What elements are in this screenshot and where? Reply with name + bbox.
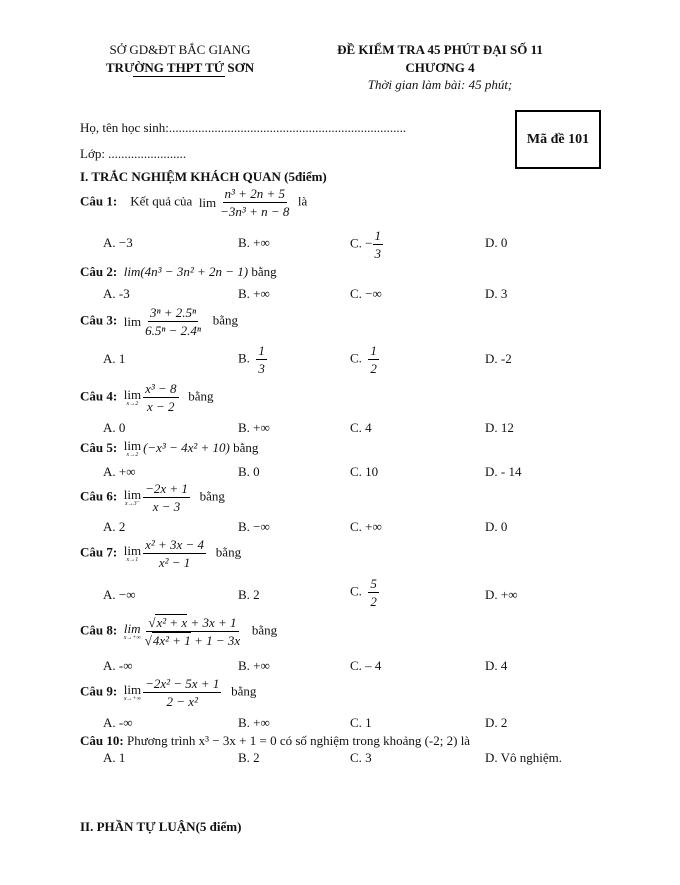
option-a[interactable]: A. −∞ bbox=[103, 587, 136, 602]
option-b[interactable]: B. 0 bbox=[238, 464, 260, 479]
option-d[interactable]: D. 4 bbox=[485, 658, 508, 673]
question-8: Câu 8: lim x→+∞ $\frac{\text{√x² + x + 3x + 1}}{\text{√4x² + 1 + 1 − 3x}}$ bằng bbox=[80, 615, 278, 648]
option-d[interactable]: D. 12 bbox=[485, 420, 514, 435]
question-text: Kết quả của bbox=[130, 193, 193, 209]
question-label: Câu 1 bbox=[80, 193, 113, 209]
option-b[interactable]: B. 2 bbox=[238, 750, 260, 765]
question-4: Câu 4: lim x→2 $\frac{\text{x³ − 8}}{x - 2}$ bằng bbox=[80, 381, 214, 414]
option-c[interactable]: C. +∞ bbox=[350, 519, 382, 534]
option-c[interactable]: C. $\frac{1}{2}$ bbox=[350, 343, 377, 376]
option-c[interactable]: C. – 4 bbox=[350, 658, 382, 673]
student-class-field[interactable]: Lớp: ........................ bbox=[80, 146, 187, 161]
question-2: Câu 2: lim(4n³ − 3n² + 2n − 1) bằng bbox=[80, 264, 277, 279]
option-c[interactable]: C. − $\frac{1}{3}$ bbox=[350, 228, 382, 261]
option-a[interactable]: A. -∞ bbox=[103, 715, 133, 730]
question-text: Phương trình x³ − 3x + 1 = 0 có số nghiệm trong khoảng (-2; 2) là bbox=[126, 733, 471, 748]
option-c[interactable]: C. 1 bbox=[350, 715, 372, 730]
option-b[interactable]: B. 2 bbox=[238, 587, 260, 602]
question-6: Câu 6: lim x→3⁻ $\frac{-2x + 1}{x - 3}$ bằng bbox=[80, 481, 225, 514]
option-c[interactable]: C. 3 bbox=[350, 750, 372, 765]
option-d[interactable]: D. 3 bbox=[485, 286, 508, 301]
option-a[interactable]: A. −3 bbox=[103, 235, 133, 250]
option-b[interactable]: B. +∞ bbox=[238, 286, 270, 301]
option-d[interactable]: D. Vô nghiệm. bbox=[485, 750, 563, 765]
question-5: Câu 5: lim x→2 (−x³ − 4x² + 10) bằng bbox=[80, 438, 259, 458]
option-a[interactable]: A. 0 bbox=[103, 420, 126, 435]
option-a[interactable]: A. 1 bbox=[103, 351, 126, 366]
option-b[interactable]: B. +∞ bbox=[238, 420, 270, 435]
option-b[interactable]: B. +∞ bbox=[238, 235, 270, 250]
option-d[interactable]: D. - 14 bbox=[485, 464, 522, 479]
question-9: Câu 9: lim x→+∞ $\frac{\text{−2x² − 5x + 1}}{\text{2 − x²}}$ bằng bbox=[80, 676, 257, 709]
question-fraction: $\frac{\text{n³ + 2n + 5}}{\text{−3n³ + n − 8}}$ bbox=[220, 186, 290, 219]
option-c[interactable]: C. 4 bbox=[350, 420, 372, 435]
option-c[interactable]: C. $\frac{5}{2}$ bbox=[350, 576, 377, 609]
option-a[interactable]: A. 2 bbox=[103, 519, 126, 534]
student-name-field[interactable]: Họ, tên học sinh:......................................................................... bbox=[80, 120, 407, 135]
school-underline bbox=[133, 76, 225, 77]
option-c[interactable]: C. −∞ bbox=[350, 286, 382, 301]
question-1: Câu 1: Kết quả của lim $\frac{\text{n³ + 2n + 5}}{\text{−3n³ + n − 8}}$ là bbox=[80, 186, 308, 219]
question-7: Câu 7: lim x→1 $\frac{\text{x² + 3x − 4}}{\text{x² − 1}}$ bằng bbox=[80, 537, 242, 570]
exam-title: ĐỀ KIỂM TRA 45 PHÚT ĐẠI SỐ 11 bbox=[337, 42, 543, 57]
option-b[interactable]: B. −∞ bbox=[238, 519, 270, 534]
option-d[interactable]: D. 2 bbox=[485, 715, 508, 730]
exam-time: Thời gian làm bài: 45 phút; bbox=[367, 77, 513, 92]
option-b[interactable]: B. +∞ bbox=[238, 715, 270, 730]
section1-title: I. TRẮC NGHIỆM KHÁCH QUAN (5điểm) bbox=[80, 169, 327, 184]
exam-chapter: CHƯƠNG 4 bbox=[405, 60, 475, 75]
option-c[interactable]: C. 10 bbox=[350, 464, 379, 479]
question-expression: lim(4n³ − 3n² + 2n − 1) bbox=[123, 264, 249, 279]
option-a[interactable]: A. 1 bbox=[103, 750, 126, 765]
option-d[interactable]: D. 0 bbox=[485, 519, 508, 534]
option-d[interactable]: D. +∞ bbox=[485, 587, 518, 602]
school-name: TRƯỜNG THPT TỨ SƠN bbox=[105, 60, 255, 75]
option-d[interactable]: D. -2 bbox=[485, 351, 512, 366]
option-d[interactable]: D. 0 bbox=[485, 235, 508, 250]
exam-code: Mã đề 101 bbox=[526, 131, 590, 147]
question-10: Câu 10: Phương trình x³ − 3x + 1 = 0 có số nghiệm trong khoảng (-2; 2) là bbox=[80, 733, 471, 748]
option-a[interactable]: A. +∞ bbox=[103, 464, 136, 479]
option-b[interactable]: B. $\frac{1}{3}$ bbox=[238, 343, 265, 376]
question-3: Câu 3: lim $\frac{\text{3ⁿ + 2.5ⁿ}}{\text{6.5ⁿ − 2.4ⁿ}}$ bằng bbox=[80, 305, 239, 338]
option-b[interactable]: B. +∞ bbox=[238, 658, 270, 673]
exam-code-box bbox=[515, 110, 601, 169]
option-a[interactable]: A. -3 bbox=[103, 286, 130, 301]
option-a[interactable]: A. -∞ bbox=[103, 658, 133, 673]
section2-title: II. PHẦN TỰ LUẬN(5 điểm) bbox=[80, 819, 242, 834]
department-name: SỞ GD&ĐT BẮC GIANG bbox=[109, 42, 251, 57]
